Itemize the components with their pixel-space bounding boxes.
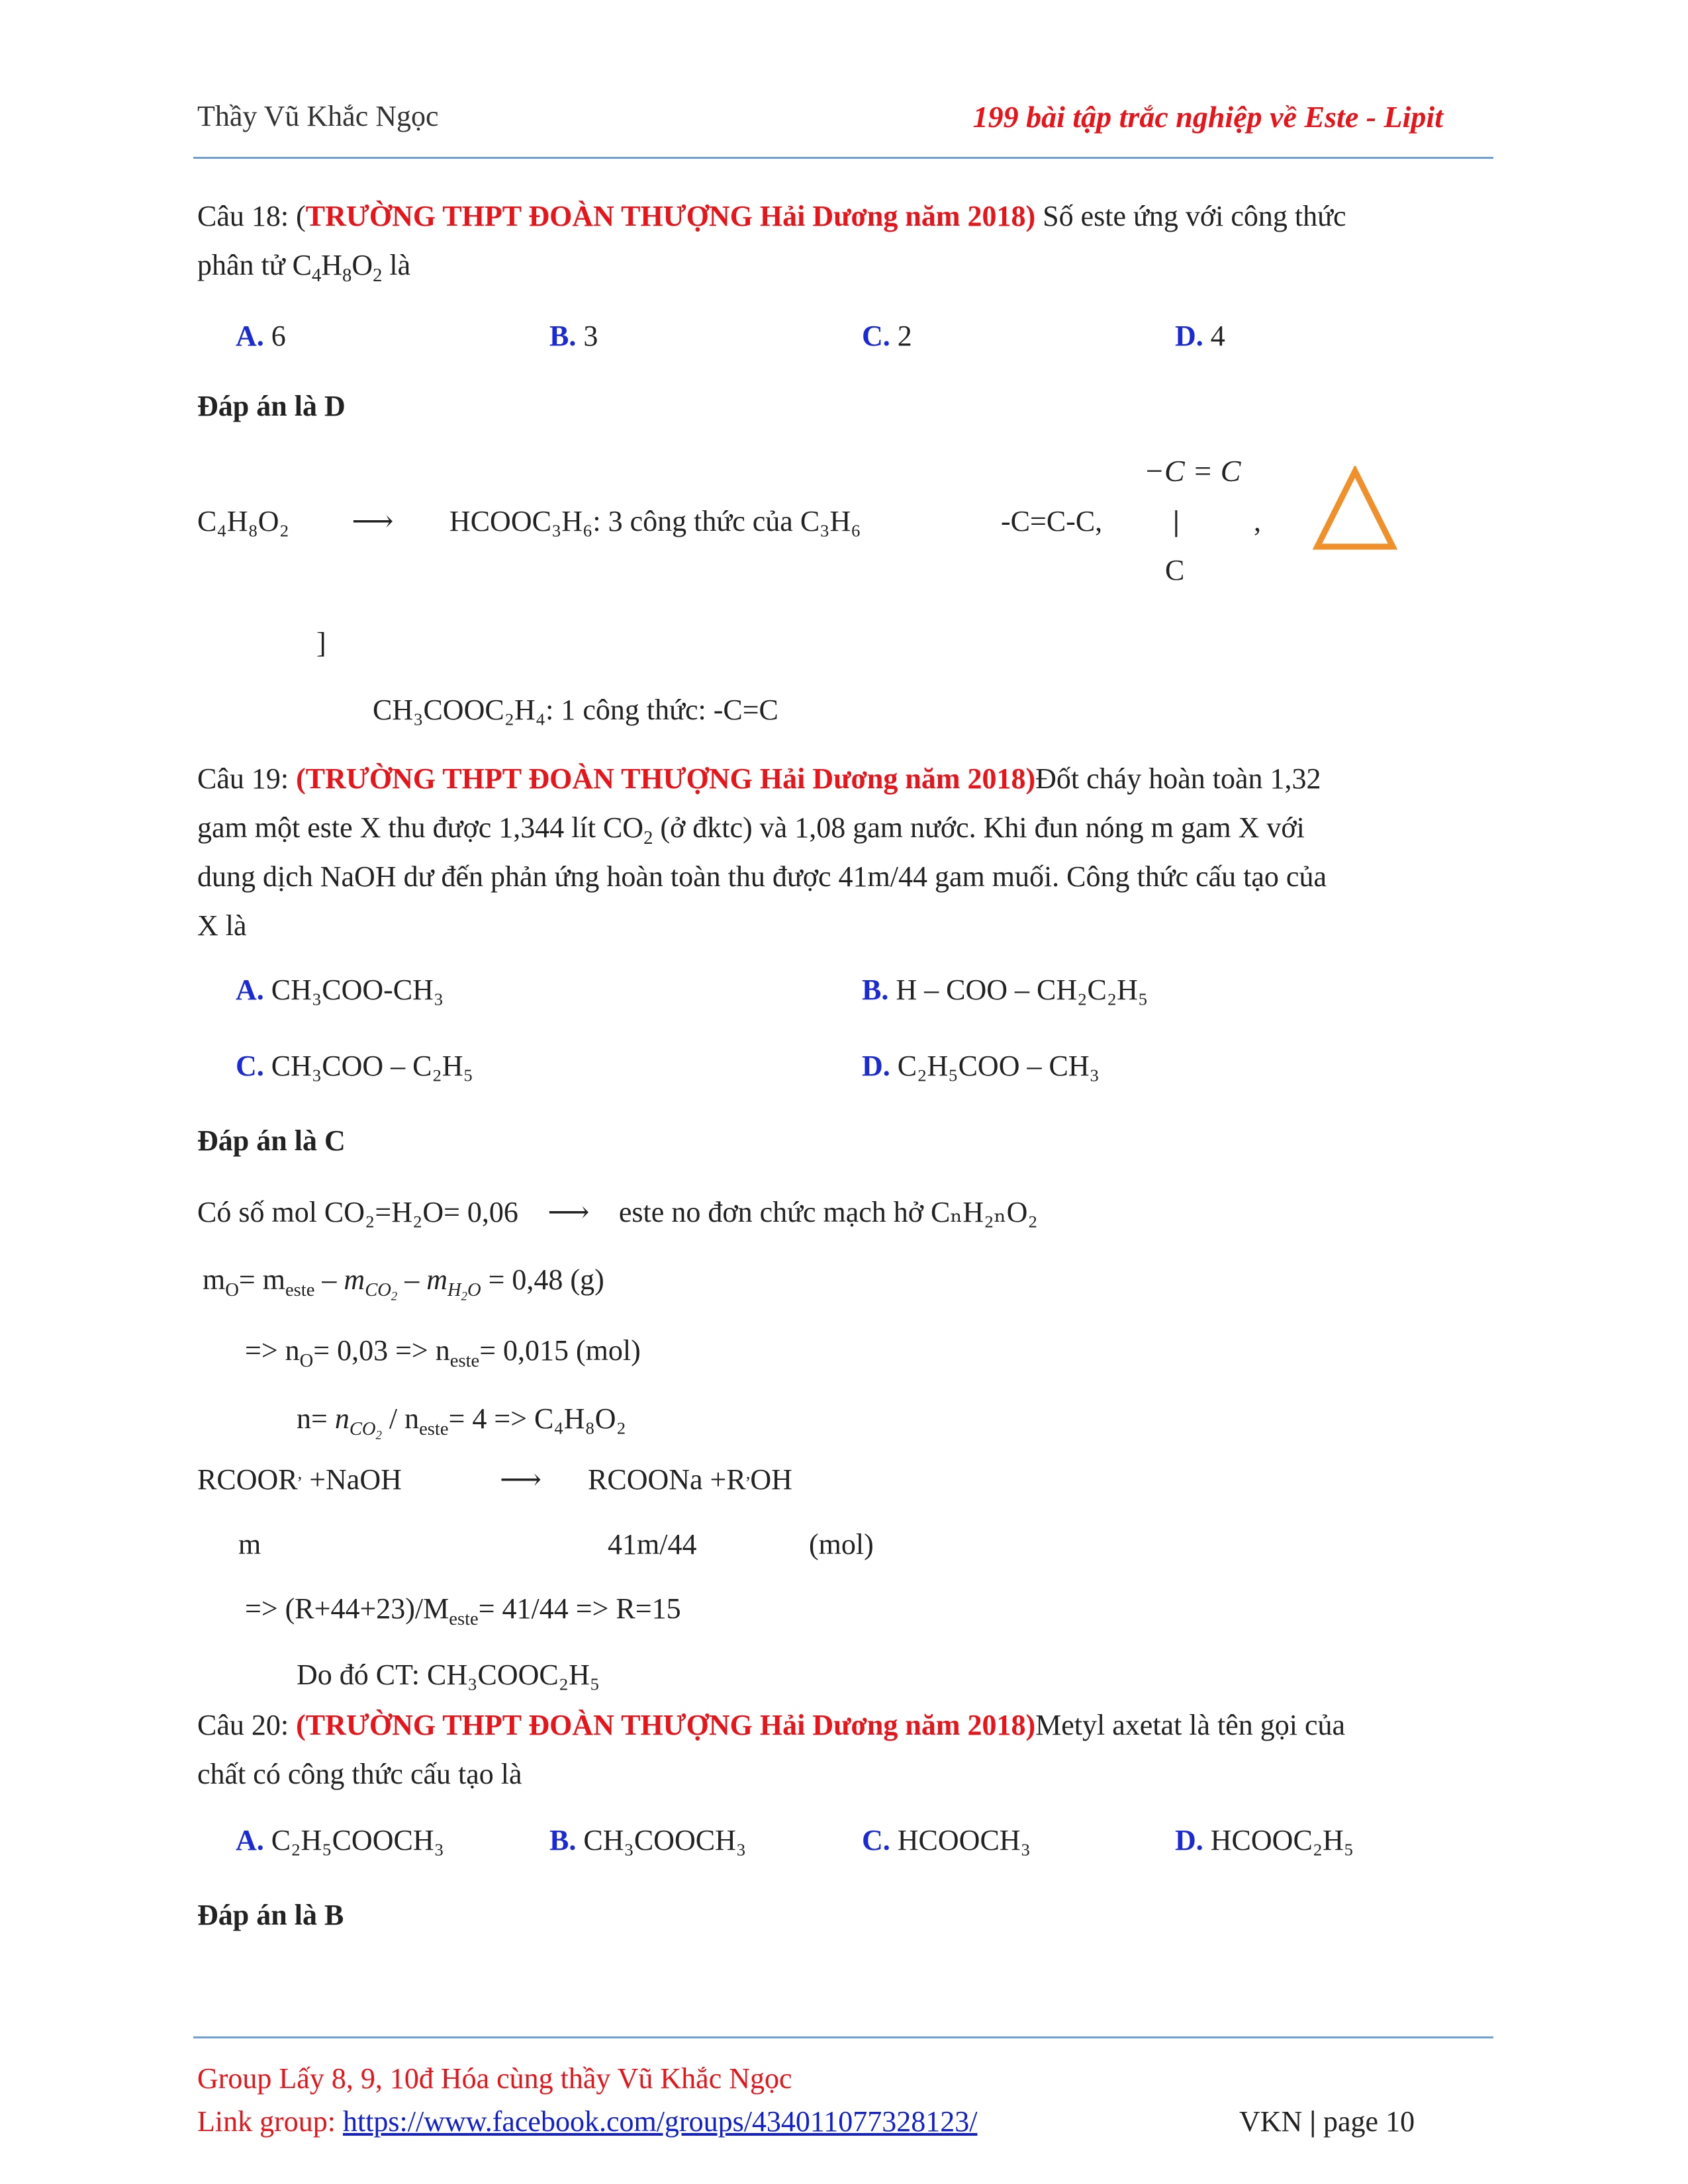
q18-branch-bottom: C <box>1165 554 1185 586</box>
q19-sol-line8: Do đó CT: CH₃COOC₂H₅ <box>297 1659 600 1691</box>
footer-link-line: Link group: https://www.facebook.com/groups/434011077328123/ <box>197 2105 978 2138</box>
arrow-icon: ⟶ <box>500 1463 542 1496</box>
q18-formula: $C_4H_8O_2$ <box>292 249 383 286</box>
q19-sol-line1: Có số mol CO₂=H₂O= 0,06 ⟶ este no đơn chức mạch hở CₙH₂ₙO₂ <box>197 1196 1038 1228</box>
arrow-icon: ⟶ <box>352 505 394 537</box>
q18-branch-top: −C = C <box>1144 454 1241 488</box>
q19-sol-41m: 41m/44 <box>608 1528 697 1561</box>
q19-sol-line3: => $n_O= 0,03 => n_{este}= 0,015$ (mol) <box>245 1334 641 1371</box>
q18-comma: , <box>1254 505 1261 537</box>
q19-stem: Câu 19: (TRƯỜNG THPT ĐOÀN THƯỢNG Hải Dương năm 2018)Đốt cháy hoàn toàn 1,32 gam một este X thu được 1,344 lít $CO_2$ (ở đktc) và 1,08 gam nước. Khi đun nóng m gam X với dung dịch NaOH dư đến phản ứng hoàn toàn thu được 41m/44 gam muối. Công thức cấu tạo của X là <box>197 762 1327 942</box>
q19-option-a[interactable]: A. CH₃COO-CH₃ <box>236 974 444 1006</box>
q18-sol-chain: -C=C-C, <box>1001 505 1103 537</box>
footer-page: VKN | page 10 <box>1239 2105 1415 2138</box>
header-title: 199 bài tập trắc nghiệp về Este - Lipit <box>972 100 1443 134</box>
q19-sol-line5: RCOOR, +NaOH <box>197 1463 402 1496</box>
q19-sol-line2: $m_O= m_{este} - m_{CO_2} - m_{H_2O} = 0,48$ (g) <box>203 1263 604 1304</box>
q20-option-b[interactable]: B. CH₃COOCH₃ <box>549 1824 747 1856</box>
header-rule <box>193 157 1493 159</box>
q18-sol-line1: C₄H₈O₂ ⟶ HCOOC₃H₆: 3 công thức của C₃H₆ <box>197 505 861 537</box>
q18-option-d[interactable]: D. 4 <box>1175 320 1225 352</box>
q19-source: (TRƯỜNG THPT ĐOÀN THƯỢNG Hải Dương năm 2018) <box>296 762 1036 795</box>
q20-answer: Đáp án là B <box>197 1899 344 1931</box>
cyclopropane-triangle-icon <box>1312 466 1398 552</box>
q18-stem: Câu 18: (TRƯỜNG THPT ĐOÀN THƯỢNG Hải Dương năm 2018) Số este ứng với công thức phân tử $C_4H_8O_2$ là <box>197 200 1346 286</box>
q19-sol-line4: $n= n_{CO_2} / n_{este}= 4 => C_4H_8O_2$ <box>297 1402 626 1443</box>
q19-option-b[interactable]: B. H – COO – CH₂C₂H₅ <box>862 974 1149 1006</box>
q19-sol-line7: => $(R+44+23)/M_{este}= 41/44 => R=15$ <box>245 1592 681 1629</box>
footer-group: Group Lấy 8, 9, 10đ Hóa cùng thầy Vũ Khắc Ngọc <box>197 2062 792 2095</box>
arrow-icon: ⟶ <box>547 1196 590 1228</box>
q18-sol-line2: CH₃COOC₂H₄: 1 công thức: -C=C <box>373 694 778 726</box>
q18-branch-mid: | <box>1173 505 1180 537</box>
header-author: Thầy Vũ Khắc Ngọc <box>197 100 439 132</box>
q18-option-c[interactable]: C. 2 <box>862 320 912 352</box>
q18-option-b[interactable]: B. 3 <box>549 320 598 352</box>
q20-stem: Câu 20: (TRƯỜNG THPT ĐOÀN THƯỢNG Hải Dương năm 2018)Metyl axetat là tên gọi của chất có công thức cấu tạo là <box>197 1709 1346 1790</box>
footer-rule <box>193 2036 1493 2038</box>
q19-sol-line5-product: RCOONa +R,OH <box>588 1463 792 1496</box>
q19-sol-mol: (mol) <box>809 1528 874 1561</box>
q19-option-d[interactable]: D. C₂H₅COO – CH₃ <box>862 1050 1100 1082</box>
q18-answer: Đáp án là D <box>197 390 346 422</box>
q19-sol-m: m <box>238 1528 261 1561</box>
q19-option-c[interactable]: C. CH₃COO – C₂H₅ <box>236 1050 473 1082</box>
q20-option-c[interactable]: C. HCOOCH₃ <box>862 1824 1031 1856</box>
q20-option-a[interactable]: A. C₂H₅COOCH₃ <box>236 1824 444 1856</box>
facebook-group-link[interactable]: https://www.facebook.com/groups/434011077328123/ <box>342 2105 978 2138</box>
q20-source: (TRƯỜNG THPT ĐOÀN THƯỢNG Hải Dương năm 2018) <box>296 1709 1036 1741</box>
q18-bracket: ] <box>316 627 326 659</box>
q20-option-d[interactable]: D. HCOOC₂H₅ <box>1175 1824 1354 1856</box>
q18-source: TRƯỜNG THPT ĐOÀN THƯỢNG Hải Dương năm 2018 <box>305 200 1026 232</box>
q19-answer: Đáp án là C <box>197 1124 346 1157</box>
q18-option-a[interactable]: A. 6 <box>236 320 286 352</box>
